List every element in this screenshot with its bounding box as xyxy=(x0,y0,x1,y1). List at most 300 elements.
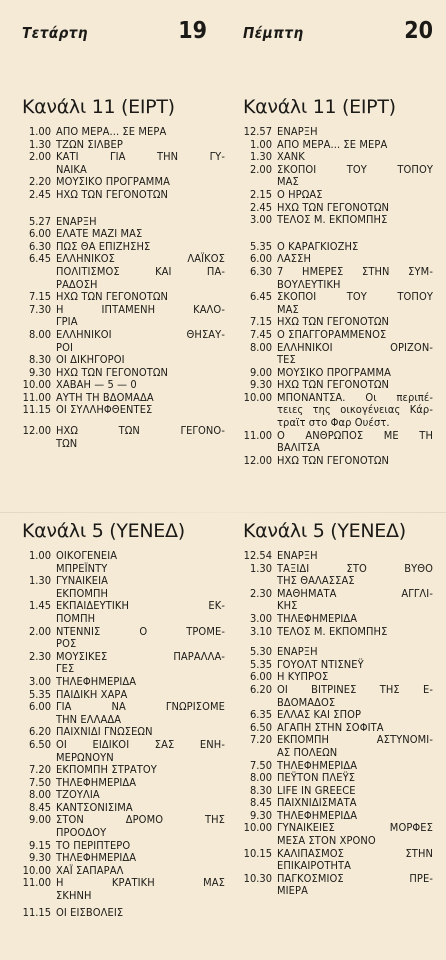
program-time: 6.45 xyxy=(249,290,272,304)
program-title: ΧΑΒΑΗ — 5 — 0 xyxy=(56,378,137,392)
program-item xyxy=(22,329,225,354)
program-time: 10.15 xyxy=(243,846,272,860)
program-time: 7.50 xyxy=(249,758,272,772)
program-line xyxy=(243,379,433,392)
program-line xyxy=(243,342,433,355)
program-time xyxy=(243,404,277,417)
program-item xyxy=(243,563,433,588)
page-fold xyxy=(0,512,446,513)
program-title: ΤΗΛΕΦΗΜΕΡΙΔΑ xyxy=(277,808,358,822)
program-title: ΑΠΟ ΜΕΡΑ... ΣΕ ΜΕΡΑ xyxy=(277,137,388,151)
program-title: ΑΓΑΠΗ ΣΤΗΝ ΣΟΦΙΤΑ xyxy=(277,720,384,734)
program-title: ΜΕΣΑ ΣΤΟΝ ΧΡΟΝΟ xyxy=(277,834,376,848)
program-time: 11.00 xyxy=(22,876,51,890)
program-line xyxy=(243,860,433,873)
program-title: ΜΙΕΡΑ xyxy=(277,884,308,898)
program-item xyxy=(243,734,433,759)
program-title: ΤΕΛΟΣ Μ. ΕΚΠΟΜΠΗΣ xyxy=(277,624,388,638)
program-time xyxy=(22,638,56,651)
program-time: 6.20 xyxy=(28,725,51,739)
program-title: ΕΛΛΑΣ ΚΑΙ ΣΠΟΡ xyxy=(277,708,362,722)
program-item xyxy=(243,822,433,847)
program-line xyxy=(22,676,225,689)
program-item xyxy=(22,626,225,651)
program-item xyxy=(243,455,433,468)
channel-title: Κανάλι 11 (ΕΙΡΤ) xyxy=(22,96,175,118)
program-line xyxy=(243,588,433,601)
program-title: ΧΑΪ ΣΑΠΑΡΑΛ xyxy=(56,863,124,877)
program-title: ΕΝΑΡΞΗ xyxy=(56,214,97,228)
program-item xyxy=(22,907,225,920)
day-header xyxy=(22,18,207,44)
program-title: ΓΥΝΑΙΚΕΙΕΣ ΜΟΡΦΕΣ xyxy=(277,821,433,835)
program-time: 12.00 xyxy=(22,424,51,438)
program-line xyxy=(22,425,225,438)
program-title: ΛΑΣΣΗ xyxy=(277,252,311,266)
program-line xyxy=(243,797,433,810)
program-title: ΟΙΚΟΓΕΝΕΙΑ xyxy=(56,549,118,562)
program-line xyxy=(22,575,225,588)
program-title: ΤΗΛΕΦΗΜΕΡΙΔΑ xyxy=(277,758,358,772)
program-line xyxy=(22,354,225,367)
program-time: 2.20 xyxy=(28,175,51,189)
program-line xyxy=(22,379,225,392)
program-item xyxy=(243,342,433,367)
program-time: 9.00 xyxy=(28,813,51,827)
program-time: 10.00 xyxy=(243,390,272,404)
program-item xyxy=(22,304,225,329)
program-line xyxy=(22,151,225,164)
program-title: ΤΩΝ xyxy=(56,436,78,450)
program-line xyxy=(22,890,225,903)
program-time: 10.00 xyxy=(243,821,272,835)
program-line xyxy=(243,835,433,848)
program-line xyxy=(22,404,225,417)
program-item xyxy=(243,709,433,722)
program-line xyxy=(243,646,433,659)
program-line xyxy=(243,189,433,202)
program-time: 3.10 xyxy=(249,624,272,638)
program-time: 6.45 xyxy=(28,252,51,266)
program-item xyxy=(22,550,225,575)
program-item xyxy=(22,126,225,139)
program-title: Η ΙΠΤΑΜΕΝΗ ΚΑΛΟ- xyxy=(56,302,225,316)
program-title: ΜΑΘΗΜΑΤΑ ΑΓΓΛΙ- xyxy=(277,586,433,600)
program-title: Ο ΑΝΘΡΩΠΟΣ ΜΕ ΤΗ xyxy=(277,428,433,442)
day-name: Πέμπτη xyxy=(243,24,304,42)
program-title: τειες της οικογένειας Κάρ- xyxy=(277,403,433,417)
program-title: Ο ΚΑΡΑΓΚΙΟΖΗΣ xyxy=(277,239,359,253)
program-time: 8.00 xyxy=(28,788,51,802)
program-item xyxy=(243,151,433,164)
program-time: 8.00 xyxy=(28,327,51,341)
program-time: 7.20 xyxy=(28,763,51,777)
program-title: ΠΡΟΟΔΟΥ xyxy=(56,826,107,840)
program-title: ΕΚΠΟΜΠΗ ΑΣΤΥΝΟΜΙ- xyxy=(277,733,433,747)
program-item xyxy=(22,425,225,450)
program-item xyxy=(243,430,433,455)
program-title: ΕΠΙΚΑΙΡΟΤΗΤΑ xyxy=(277,859,352,873)
program-time: 9.30 xyxy=(249,378,272,392)
program-time: 2.00 xyxy=(28,624,51,638)
program-line xyxy=(243,354,433,367)
program-title: ΤΟ ΠΕΡΙΠΤΕΡΟ xyxy=(56,838,131,852)
program-time: 7.15 xyxy=(28,290,51,304)
program-time: 6.50 xyxy=(28,737,51,751)
program-item xyxy=(243,164,433,189)
program-title: ΕΝΑΡΞΗ xyxy=(277,645,318,659)
program-line xyxy=(22,814,225,827)
program-line xyxy=(243,164,433,177)
program-item xyxy=(243,266,433,291)
program-title: ΤΑΞΙΔΙ ΣΤΟ ΒΥΘΟ xyxy=(277,561,433,575)
program-title: ΓΥΝΑΙΚΕΙΑ xyxy=(56,574,108,588)
program-title: ΜΟΥΣΙΚΕΣ ΠΑΡΑΛΛΑ- xyxy=(56,649,225,663)
program-item xyxy=(243,772,433,785)
program-title: ΜΟΥΣΙΚΟ ΠΡΟΓΡΑΜΜΑ xyxy=(277,365,391,379)
program-time: 11.15 xyxy=(22,403,51,417)
program-time: 6.00 xyxy=(249,252,272,266)
program-item xyxy=(243,379,433,392)
program-title: Ο ΗΡΩΑΣ xyxy=(277,187,323,201)
program-time: 1.30 xyxy=(249,561,272,575)
program-time xyxy=(22,827,56,840)
program-title: ΑΠΟ ΜΕΡΑ... ΣΕ ΜΕΡΑ xyxy=(56,125,167,138)
program-line xyxy=(22,852,225,865)
program-title: ΕΚΠΟΜΠΗ ΣΤΡΑΤΟΥ xyxy=(56,763,157,777)
program-title: ΤΗΛΕΦΗΜΕΡΙΔΑ xyxy=(56,851,137,865)
program-title: ΒΑΛΙΤΣΑ xyxy=(277,441,321,455)
program-item xyxy=(22,253,225,291)
program-time: 6.00 xyxy=(249,670,272,684)
program-item xyxy=(243,626,433,639)
program-item xyxy=(22,151,225,176)
program-line xyxy=(243,613,433,626)
program-time: 2.45 xyxy=(28,187,51,201)
program-time: 12.57 xyxy=(243,125,272,138)
program-item xyxy=(22,379,225,392)
program-time xyxy=(22,613,56,626)
program-time: 9.30 xyxy=(28,365,51,379)
program-time: 6.00 xyxy=(28,700,51,714)
channel-section xyxy=(243,520,433,898)
program-line xyxy=(243,709,433,722)
channel-section xyxy=(22,520,225,919)
program-title: ΣΚΟΠΟΙ ΤΟΥ ΤΟΠΟΥ xyxy=(277,290,433,304)
program-line xyxy=(22,651,225,664)
program-title: LIFE IN GREECE xyxy=(277,783,356,797)
day-name: Τετάρτη xyxy=(22,24,88,42)
program-title: ΚΑΝΤΣΟΝΙΣΙΜΑ xyxy=(56,800,133,814)
program-item xyxy=(22,354,225,367)
program-line xyxy=(22,613,225,626)
program-item xyxy=(243,550,433,563)
program-item xyxy=(243,873,433,898)
program-time: 9.00 xyxy=(249,365,272,379)
program-title: ΠΩΣ ΘΑ ΕΠΙΖΗΣΗΣ xyxy=(56,239,151,253)
program-title: ΟΙ ΒΙΤΡΙΝΕΣ ΤΗΣ Ε- xyxy=(277,682,433,696)
program-title: ΚΗΣ xyxy=(277,599,298,613)
program-title: ΕΛΛΗΝΙΚΟΣ ΛΑΪΚΟΣ xyxy=(56,252,225,266)
program-time: 2.45 xyxy=(249,200,272,214)
program-line xyxy=(243,885,433,898)
program-time: 2.00 xyxy=(28,150,51,164)
program-item xyxy=(22,676,225,689)
program-time: 2.15 xyxy=(249,187,272,201)
program-time: 9.30 xyxy=(249,808,272,822)
program-time: 6.20 xyxy=(249,682,272,696)
program-time: 2.30 xyxy=(28,649,51,663)
program-time: 2.30 xyxy=(249,586,272,600)
program-title: ΣΚΗΝΗ xyxy=(56,889,92,903)
program-title: ΤΗΝ ΕΛΛΑΔΑ xyxy=(56,712,122,726)
program-time xyxy=(243,885,277,898)
program-item xyxy=(22,852,225,865)
program-time: 5.35 xyxy=(249,657,272,671)
channel-title: Κανάλι 5 (ΥΕΝΕΔ) xyxy=(243,520,406,542)
program-time: 8.30 xyxy=(249,783,272,797)
program-line xyxy=(22,438,225,451)
program-time: 2.00 xyxy=(249,162,272,176)
program-title: ΕΛΛΗΝΙΚΟΙ ΘΗΣΑΥ- xyxy=(56,327,225,341)
program-title: ΝΤΕΝΝΙΣ Ο ΤΡΟΜΕ- xyxy=(56,624,225,638)
program-title: ΡΑΔΟΣΗ xyxy=(56,277,98,291)
program-title: ΗΧΩ ΤΩΝ ΓΕΓΟΝΟΤΩΝ xyxy=(277,315,390,329)
program-title: ΕΝΑΡΞΗ xyxy=(277,549,318,562)
program-time: 1.30 xyxy=(249,150,272,164)
program-title: ΕΚΠΟΜΠΗ xyxy=(56,586,109,600)
program-title: ΓΕΣ xyxy=(56,662,75,676)
program-time: 5.35 xyxy=(28,687,51,701)
program-title: ΚΑΤΙ ΓΙΑ ΤΗΝ ΓΥ- xyxy=(56,150,225,164)
program-line xyxy=(243,126,433,139)
program-title: ΠΟΜΠΗ xyxy=(56,611,96,625)
program-line xyxy=(243,291,433,304)
program-title: ΜΑΣ xyxy=(277,302,299,316)
program-time xyxy=(243,835,277,848)
program-time: 6.50 xyxy=(249,720,272,734)
program-time: 10.00 xyxy=(22,378,51,392)
program-line xyxy=(22,907,225,920)
program-time: 3.00 xyxy=(249,611,272,625)
program-title: ΤΗΛΕΦΗΜΕΡΙΔΑ xyxy=(56,775,137,789)
program-title: ΤΗΣ ΘΑΛΑΣΣΑΣ xyxy=(277,574,355,588)
program-item xyxy=(243,848,433,873)
program-item xyxy=(22,777,225,790)
program-time: 6.30 xyxy=(249,264,272,278)
program-time xyxy=(22,266,56,279)
program-time: 10.30 xyxy=(243,871,272,885)
day-number: 20 xyxy=(404,18,433,44)
program-time: 11.00 xyxy=(22,390,51,404)
program-item xyxy=(243,214,433,227)
program-line xyxy=(243,684,433,697)
program-title: ΓΙΑ ΝΑ ΓΝΩΡΙΣΟΜΕ xyxy=(56,700,225,714)
program-item xyxy=(243,392,433,430)
program-time xyxy=(243,860,277,873)
program-time xyxy=(22,438,56,451)
program-time: 6.30 xyxy=(28,239,51,253)
program-title: ΜΠΡΕΪΝΤΥ xyxy=(56,561,108,575)
program-time: 6.35 xyxy=(249,708,272,722)
day-number: 19 xyxy=(178,18,207,44)
program-title: ΓΡΙΑ xyxy=(56,315,78,329)
program-time xyxy=(22,890,56,903)
program-line xyxy=(243,430,433,443)
program-line xyxy=(243,626,433,639)
program-title: ΜΟΥΣΙΚΟ ΠΡΟΓΡΑΜΜΑ xyxy=(56,175,170,189)
program-title: 7 ΗΜΕΡΕΣ ΣΤΗΝ ΣΥΜ- xyxy=(277,264,433,278)
program-item xyxy=(22,575,225,600)
program-time: 3.00 xyxy=(28,674,51,688)
program-time: 11.15 xyxy=(22,905,51,919)
program-title: ΟΙ ΔΙΚΗΓΟΡΟΙ xyxy=(56,353,125,367)
program-time xyxy=(243,354,277,367)
program-item xyxy=(243,291,433,316)
program-time: 7.45 xyxy=(249,327,272,341)
program-time: 12.54 xyxy=(243,549,272,562)
program-title: ΟΙ ΣΥΛΛΗΦΘΕΝΤΕΣ xyxy=(56,403,153,417)
program-item xyxy=(243,797,433,810)
program-time: 8.45 xyxy=(249,796,272,810)
program-item xyxy=(22,764,225,777)
program-item xyxy=(243,613,433,626)
day-header xyxy=(243,18,433,44)
program-line xyxy=(22,304,225,317)
program-time: 10.00 xyxy=(22,863,51,877)
program-time: 8.00 xyxy=(249,340,272,354)
program-time: 6.00 xyxy=(28,227,51,241)
program-line xyxy=(243,734,433,747)
program-item xyxy=(22,600,225,625)
program-title: τραϊτ στο Φαρ Ουέστ. xyxy=(277,416,390,430)
program-title: ΑΣ ΠΟΛΕΩΝ xyxy=(277,745,338,759)
program-time: 1.00 xyxy=(28,125,51,138)
program-line xyxy=(243,455,433,468)
program-time xyxy=(243,575,277,588)
program-item xyxy=(243,646,433,659)
program-line xyxy=(22,228,225,241)
program-time: 7.30 xyxy=(28,302,51,316)
program-time: 7.20 xyxy=(249,733,272,747)
program-title: ΜΑΣ xyxy=(277,175,299,189)
program-time: 11.00 xyxy=(243,428,272,442)
program-title: ΤΖΟΥΛΙΑ xyxy=(56,788,100,802)
program-title: ΠΑΙΧΝΙΔΙΣΜΑΤΑ xyxy=(277,796,357,810)
channel-title: Κανάλι 11 (ΕΙΡΤ) xyxy=(243,96,396,118)
program-time: 9.30 xyxy=(28,851,51,865)
program-title: ΒΔΟΜΑΔΟΣ xyxy=(277,695,336,709)
program-time: 9.15 xyxy=(28,838,51,852)
program-line xyxy=(22,626,225,639)
program-time: 5.30 xyxy=(249,645,272,659)
program-title: ΗΧΩ ΤΩΝ ΓΕΓΟΝΟΤΩΝ xyxy=(277,200,390,214)
program-title: ΧΑΝΚ xyxy=(277,150,305,164)
program-title: ΡΟΙ xyxy=(56,340,73,354)
program-title: ΤΕΣ xyxy=(277,353,296,367)
program-line xyxy=(243,747,433,760)
program-title: ΗΧΩ ΤΩΝ ΓΕΓΟΝΟΤΩΝ xyxy=(277,453,390,467)
program-title: ΠΑΙΔΙΚΗ ΧΑΡΑ xyxy=(56,687,128,701)
program-title: ΠΑΓΚΟΣΜΙΟΣ ΠΡΕ- xyxy=(277,871,433,885)
program-line xyxy=(243,214,433,227)
program-time xyxy=(243,417,277,430)
program-line xyxy=(22,126,225,139)
program-title: ΜΕΡΩΝΟΥΝ xyxy=(56,750,114,764)
channel-title: Κανάλι 5 (ΥΕΝΕΔ) xyxy=(22,520,185,542)
program-time: 1.30 xyxy=(28,137,51,151)
program-line xyxy=(22,739,225,752)
program-time: 1.00 xyxy=(28,549,51,562)
program-line xyxy=(243,329,433,342)
program-title: ΣΤΟΝ ΔΡΟΜΟ ΤΗΣ xyxy=(56,813,225,827)
program-time xyxy=(243,442,277,455)
program-title: ΗΧΩ ΤΩΝ ΓΕΓΟΝΟ- xyxy=(56,424,225,438)
program-item xyxy=(243,126,433,139)
program-line xyxy=(22,266,225,279)
program-title: ΚΑΛΙΠΑΣΜΟΣ ΣΤΗΝ xyxy=(277,846,433,860)
program-title: ΣΚΟΠΟΙ ΤΟΥ ΤΟΠΟΥ xyxy=(277,162,433,176)
program-title: Ο ΣΠΑΓΓΟΡΑΜΜΕΝΟΣ xyxy=(277,327,387,341)
channel-section xyxy=(22,96,225,450)
program-line xyxy=(243,266,433,279)
program-title: ΗΧΩ ΤΩΝ ΓΕΓΟΝΟΤΩΝ xyxy=(56,365,169,379)
program-item xyxy=(22,789,225,802)
program-line xyxy=(243,550,433,563)
program-title: ΒΟΥΛΕΥΤΙΚΗ xyxy=(277,277,341,291)
program-item xyxy=(22,228,225,241)
program-item xyxy=(243,329,433,342)
program-line xyxy=(22,600,225,613)
program-title: ΕΝΑΡΞΗ xyxy=(277,125,318,138)
program-time: 1.00 xyxy=(249,137,272,151)
program-item xyxy=(22,291,225,304)
program-title: ΕΛΛΗΝΙΚΟΙ ΟΡΙΖΟΝ- xyxy=(277,340,433,354)
program-line xyxy=(22,777,225,790)
program-item xyxy=(22,877,225,902)
program-time: 5.27 xyxy=(28,214,51,228)
program-line xyxy=(22,189,225,202)
program-line xyxy=(22,638,225,651)
program-title: ΟΙ ΕΙΔΙΚΟΙ ΣΑΣ ΕΝΗ- xyxy=(56,737,225,751)
program-line xyxy=(22,789,225,802)
program-title: ΠΑΙΧΝΙΔΙ ΓΝΩΣΕΩΝ xyxy=(56,725,153,739)
program-title: ΤΗΛΕΦΗΜΕΡΙΔΑ xyxy=(277,611,358,625)
program-line xyxy=(22,877,225,890)
program-title: ΗΧΩ ΤΩΝ ΓΕΓΟΝΟΤΩΝ xyxy=(277,378,390,392)
program-line xyxy=(243,417,433,430)
program-item xyxy=(22,651,225,676)
program-item xyxy=(22,814,225,839)
program-title: ΝΑΙΚΑ xyxy=(56,162,87,176)
program-item xyxy=(22,189,225,202)
program-time xyxy=(243,747,277,760)
program-time: 7.15 xyxy=(249,315,272,329)
program-item xyxy=(22,404,225,417)
program-line xyxy=(22,291,225,304)
program-title: ΡΟΣ xyxy=(56,637,77,651)
program-line xyxy=(22,764,225,777)
program-time: 8.00 xyxy=(249,771,272,785)
program-title: ΓΟΥΟΛΤ ΝΤΙΣΝΕΫ xyxy=(277,657,364,671)
program-title: ΗΧΩ ΤΩΝ ΓΕΓΟΝΟΤΩΝ xyxy=(56,290,169,304)
program-line xyxy=(243,873,433,886)
program-title: ΗΧΩ ΤΩΝ ΓΕΓΟΝΟΤΩΝ xyxy=(56,187,169,201)
program-time: 7.50 xyxy=(28,775,51,789)
program-title: ΠΟΛΙΤΙΣΜΟΣ ΚΑΙ ΠΑ- xyxy=(56,264,225,278)
program-line xyxy=(243,442,433,455)
program-title: ΑΥΤΗ ΤΗ ΒΔΟΜΑΔΑ xyxy=(56,390,154,404)
